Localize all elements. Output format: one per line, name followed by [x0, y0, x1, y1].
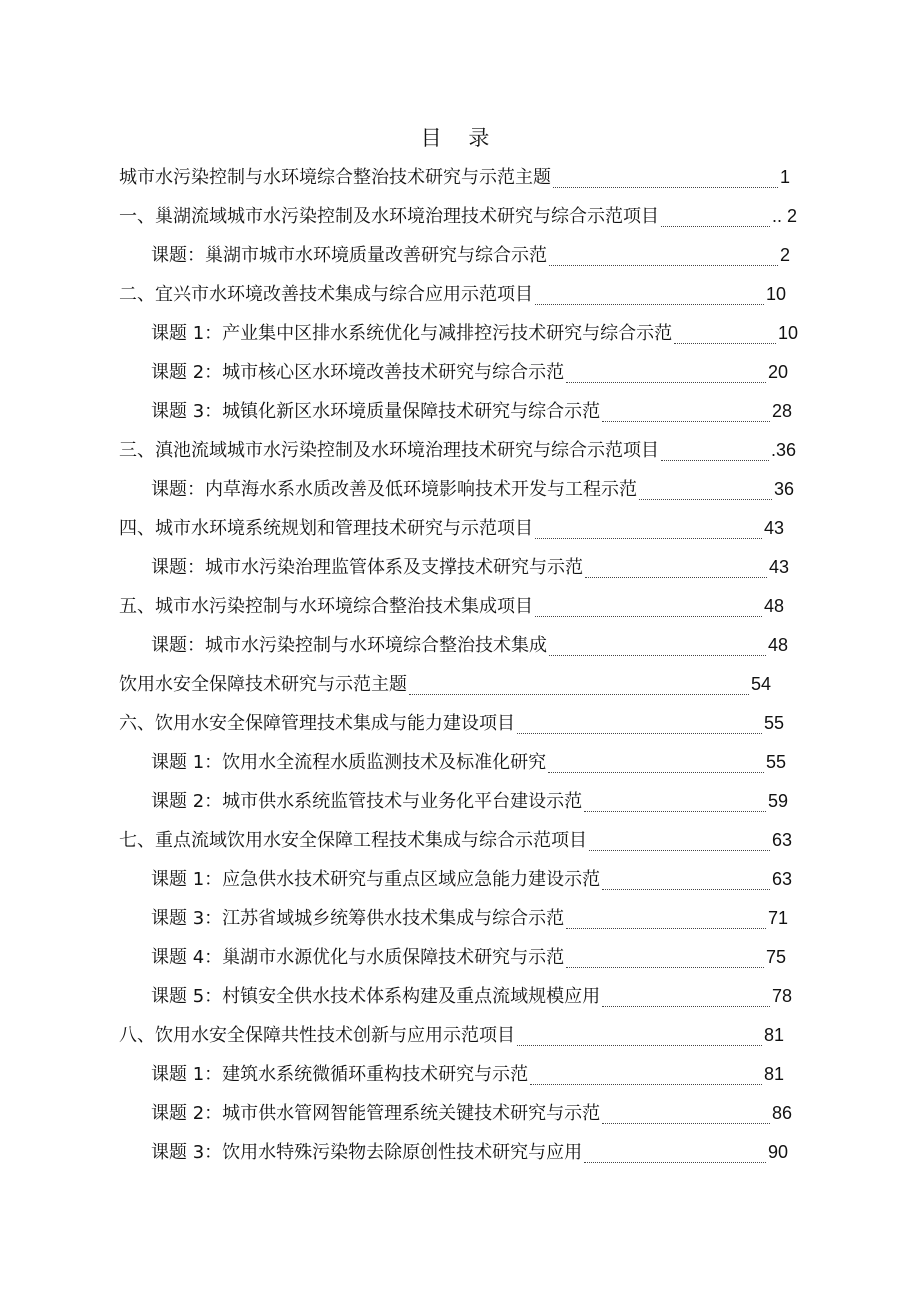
toc-entry[interactable] — [0, 389, 920, 428]
toc-entry-label: 课题 3：饮用水特殊污染物去除原创性技术研究与应用 — [151, 1142, 583, 1163]
toc-leader-dots — [661, 460, 769, 461]
toc-entry-label: 课题 3：江苏省域城乡统筹供水技术集成与综合示范 — [151, 908, 565, 929]
toc-leader-dots — [674, 343, 776, 344]
toc-leader-dots — [530, 1084, 762, 1085]
toc-leader-dots — [566, 967, 764, 968]
toc-leader-dots — [602, 1006, 770, 1007]
toc-leader-dots — [535, 616, 762, 617]
toc-page-number: 90 — [768, 1142, 789, 1162]
toc-entry-label: 课题 1：饮用水全流程水质监测技术及标准化研究 — [151, 752, 547, 773]
toc-leader-dots — [549, 655, 766, 656]
toc-page-number: 81 — [764, 1025, 785, 1045]
toc-leader-dots — [409, 694, 749, 695]
toc-page-number: 54 — [751, 674, 772, 694]
toc-leader-dots — [566, 382, 766, 383]
toc-page-number: 63 — [772, 830, 793, 850]
toc-page-number: .36 — [771, 440, 797, 460]
toc-page-number: 28 — [772, 401, 793, 421]
toc-page-number: 75 — [766, 947, 787, 967]
toc-entry[interactable] — [0, 194, 920, 233]
toc-entry[interactable] — [0, 311, 920, 350]
toc-entry-label: 课题 4：巢湖市水源优化与水质保障技术研究与示范 — [151, 947, 565, 968]
toc-leader-dots — [553, 187, 778, 188]
toc-entry[interactable] — [0, 584, 920, 623]
toc-entry-label: 一、巢湖流域城市水污染控制及水环境治理技术研究与综合示范项目 — [119, 206, 659, 227]
toc-entry-label: 课题 1：建筑水系统微循环重构技术研究与示范 — [151, 1064, 529, 1085]
toc-entry-label: 八、饮用水安全保障共性技术创新与应用示范项目 — [119, 1025, 515, 1046]
toc-entry-label: 课题 2：城市核心区水环境改善技术研究与综合示范 — [151, 362, 565, 383]
toc-entry-label: 课题 5：村镇安全供水技术体系构建及重点流域规模应用 — [151, 986, 601, 1007]
toc-entry[interactable] — [0, 779, 920, 818]
toc-page-number: 48 — [768, 635, 789, 655]
toc-leader-dots — [589, 850, 770, 851]
toc-page-number: 2 — [780, 245, 791, 265]
toc-leader-dots — [661, 226, 770, 227]
toc-leader-dots — [517, 1045, 762, 1046]
toc-entry[interactable] — [0, 1130, 920, 1169]
toc-entry-label: 二、宜兴市水环境改善技术集成与综合应用示范项目 — [119, 284, 533, 305]
toc-leader-dots — [517, 733, 762, 734]
toc-entry[interactable] — [0, 857, 920, 896]
toc-page-number: 1 — [780, 167, 791, 187]
toc-entry[interactable] — [0, 740, 920, 779]
toc-page-number: 78 — [772, 986, 793, 1006]
toc-page-number: 20 — [768, 362, 789, 382]
toc-title: 目 录 — [420, 126, 500, 150]
toc-entry[interactable] — [0, 1091, 920, 1130]
toc-entry-label: 课题：城市水污染治理监管体系及支撑技术研究与示范 — [151, 557, 583, 578]
toc-entry-label: 课题：城市水污染控制与水环境综合整治技术集成 — [151, 635, 547, 656]
toc-entry[interactable] — [0, 818, 920, 857]
toc-page-number: .. 2 — [772, 206, 798, 226]
toc-entry-label: 课题 2：城市供水管网智能管理系统关键技术研究与示范 — [151, 1103, 601, 1124]
toc-page-number: 55 — [764, 713, 785, 733]
toc-entry-label: 六、饮用水安全保障管理技术集成与能力建设项目 — [119, 713, 515, 734]
toc-page-number: 71 — [768, 908, 789, 928]
toc-entry-label: 四、城市水环境系统规划和管理技术研究与示范项目 — [119, 518, 533, 539]
toc-leader-dots — [639, 499, 772, 500]
toc-page-number: 59 — [768, 791, 789, 811]
toc-list — [0, 155, 920, 1169]
toc-leader-dots — [549, 265, 778, 266]
toc-entry-label: 饮用水安全保障技术研究与示范主题 — [119, 674, 407, 695]
toc-entry[interactable] — [0, 1013, 920, 1052]
toc-entry[interactable] — [0, 974, 920, 1013]
toc-page-number: 48 — [764, 596, 785, 616]
toc-page-number: 10 — [778, 323, 799, 343]
toc-entry-label: 课题 1：产业集中区排水系统优化与减排控污技术研究与综合示范 — [151, 323, 673, 344]
toc-page-number: 86 — [772, 1103, 793, 1123]
toc-leader-dots — [535, 538, 762, 539]
toc-entry-label: 三、滇池流域城市水污染控制及水环境治理技术研究与综合示范项目 — [119, 440, 659, 461]
toc-entry[interactable] — [0, 701, 920, 740]
toc-entry[interactable] — [0, 623, 920, 662]
toc-page-number: 43 — [769, 557, 790, 577]
toc-leader-dots — [566, 928, 766, 929]
toc-leader-dots — [535, 304, 764, 305]
toc-leader-dots — [548, 772, 764, 773]
toc-entry[interactable] — [0, 506, 920, 545]
toc-leader-dots — [602, 421, 770, 422]
toc-entry-label: 城市水污染控制与水环境综合整治技术研究与示范主题 — [119, 167, 551, 188]
toc-entry[interactable] — [0, 155, 920, 194]
toc-entry[interactable] — [0, 428, 920, 467]
toc-entry-label: 课题：巢湖市城市水环境质量改善研究与综合示范 — [151, 245, 547, 266]
toc-entry[interactable] — [0, 662, 920, 701]
toc-page-number: 81 — [764, 1064, 785, 1084]
toc-leader-dots — [585, 577, 767, 578]
toc-leader-dots — [602, 889, 770, 890]
toc-leader-dots — [602, 1123, 770, 1124]
toc-page-number: 55 — [766, 752, 787, 772]
toc-entry-label: 课题 2：城市供水系统监管技术与业务化平台建设示范 — [151, 791, 583, 812]
toc-page-number: 36 — [774, 479, 795, 499]
toc-entry[interactable] — [0, 233, 920, 272]
toc-entry[interactable] — [0, 935, 920, 974]
toc-entry-label: 课题：内草海水系水质改善及低环境影响技术开发与工程示范 — [151, 479, 637, 500]
toc-entry[interactable] — [0, 896, 920, 935]
toc-entry-label: 七、重点流域饮用水安全保障工程技术集成与综合示范项目 — [119, 830, 587, 851]
toc-entry[interactable] — [0, 467, 920, 506]
toc-page-number: 10 — [766, 284, 787, 304]
toc-page-number: 43 — [764, 518, 785, 538]
toc-entry-label: 课题 1：应急供水技术研究与重点区域应急能力建设示范 — [151, 869, 601, 890]
toc-leader-dots — [584, 811, 766, 812]
toc-entry-label: 课题 3：城镇化新区水环境质量保障技术研究与综合示范 — [151, 401, 601, 422]
toc-entry-label: 五、城市水污染控制与水环境综合整治技术集成项目 — [119, 596, 533, 617]
toc-entry[interactable] — [0, 545, 920, 584]
toc-leader-dots — [584, 1162, 766, 1163]
toc-page-number: 63 — [772, 869, 793, 889]
toc-entry[interactable] — [0, 1052, 920, 1091]
toc-entry[interactable] — [0, 272, 920, 311]
toc-entry[interactable] — [0, 350, 920, 389]
